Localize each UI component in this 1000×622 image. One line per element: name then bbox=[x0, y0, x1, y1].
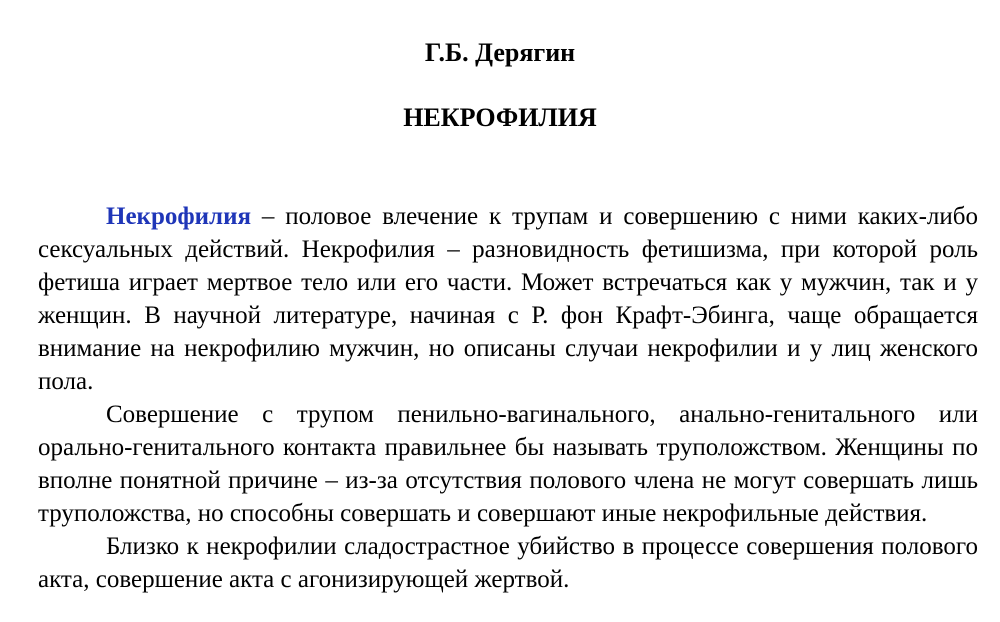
author-name: Г.Б. Дерягин bbox=[424, 38, 576, 67]
paragraph-related bbox=[38, 530, 978, 596]
document-body bbox=[38, 200, 978, 596]
paragraph-contact bbox=[38, 398, 978, 530]
paragraph-text: Совершение с трупом пенильно-вагинального, анально-генитального или орально-генитального контакта правильнее бы называть труположством. Женщины по вполне понятной причине – из-за отсутствия полового члена не могут совершать лишь труположства, но способны совершать и совершают иные некрофильные действия. bbox=[38, 401, 978, 527]
highlighted-term: Некрофилия bbox=[106, 203, 252, 230]
paragraph-definition bbox=[38, 200, 978, 398]
paragraph-text: – половое влечение к трупам и совершению с ними каких-либо сексуальных действий. Некрофилия – разновидность фетишизма, при которой роль фетиша играет мертвое тело или его части. Может встречаться как у мужчин, так и у женщин. В научной литературе, начиная с Р. фон Крафт-Эбинга, чаще обращается внимание на некрофилию мужчин, но описаны случаи некрофилии и у лиц женского пола. bbox=[38, 203, 978, 395]
document-title: НЕКРОФИЛИЯ bbox=[403, 103, 597, 132]
paragraph-text: Близко к некрофилии сладострастное убийство в процессе совершения полового акта, совершение акта с агонизирующей жертвой. bbox=[38, 533, 978, 593]
